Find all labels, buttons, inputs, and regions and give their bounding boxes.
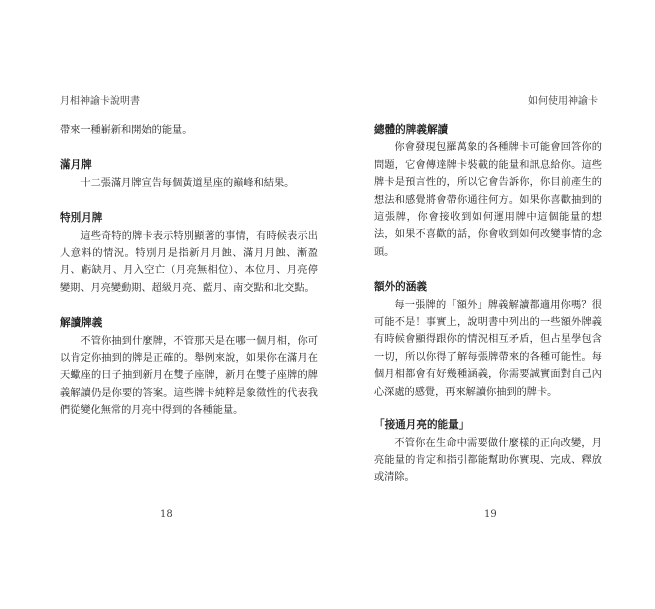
intro-line: 帶來一種嶄新和開始的能量。	[60, 125, 193, 136]
special-moon-heading: 特別月牌	[60, 212, 103, 225]
overall-heading: 總體的牌義解讀	[374, 124, 449, 136]
overall-body: 你會發現包羅萬象的各種牌卡可能會回答你的問題，它會傳達牌卡裝載的能量和訊息給你。這些牌卡是預言性的，所以它會告訴你，你目前產生的想法和感覺將會帶你通往何方。如果你喜歡抽到的這張牌，你會接收到如何運用牌中這個能量的想法，如果不喜歡的話，你會收到如何改變事情的念頭。	[374, 142, 602, 258]
extra-body: 每一張牌的「額外」牌義解讀都適用你嗎？很可能不是！事實上，說明書中列出的一些額外牌義有時候會顯得跟你的情況相互矛盾，但占星學包含一切，所以你得了解每張牌帶來的各種可能性。每個月相都會有好幾種涵義，你需要誠實面對自己內心深處的感覺，再來解讀你抽到的牌卡。	[374, 299, 602, 398]
running-header-left: 月相神諭卡說明書	[60, 96, 140, 107]
special-moon-body: 這些奇特的牌卡表示特別顯著的事情，有時候表示出人意料的情況。特別月是指新月月蝕、滿月月蝕、漸盈月、虧缺月、月入空亡（月亮無相位）、本位月、月亮停變期、月亮變動期、超級月亮、藍月、南交點和北交點。	[60, 230, 318, 294]
connect-body: 不管你在生命中需要做什麼樣的正向改變，月亮能量的肯定和指引都能幫助你實現、完成、釋放或清除。	[374, 437, 602, 484]
running-header-right: 如何使用神諭卡	[528, 96, 598, 107]
interpretation-body: 不管你抽到什麼牌，不管那天是在哪一個月相，你可以肯定你抽到的牌是正確的。舉例來說，如果你在滿月在天蠍座的日子抽到新月在雙子座牌，新月在雙子座牌的牌義解讀仍是你要的答案。這些牌卡純粹是象徵性的代表我們從變化無常的月亮中得到的各種能量。	[60, 335, 318, 417]
full-moon-body: 十二張滿月牌宣告每個黃道星座的巔峰和結果。	[80, 177, 295, 189]
full-moon-heading: 滿月牌	[60, 159, 92, 172]
page-number-left: 18	[160, 509, 173, 520]
page-number-right: 19	[484, 509, 497, 520]
left-page	[60, 122, 318, 420]
extra-heading: 額外的涵義	[374, 281, 427, 294]
right-page	[374, 122, 602, 487]
connect-heading: 「接通月亮的能量」	[374, 419, 470, 432]
interpretation-heading: 解讀牌義	[60, 317, 103, 330]
